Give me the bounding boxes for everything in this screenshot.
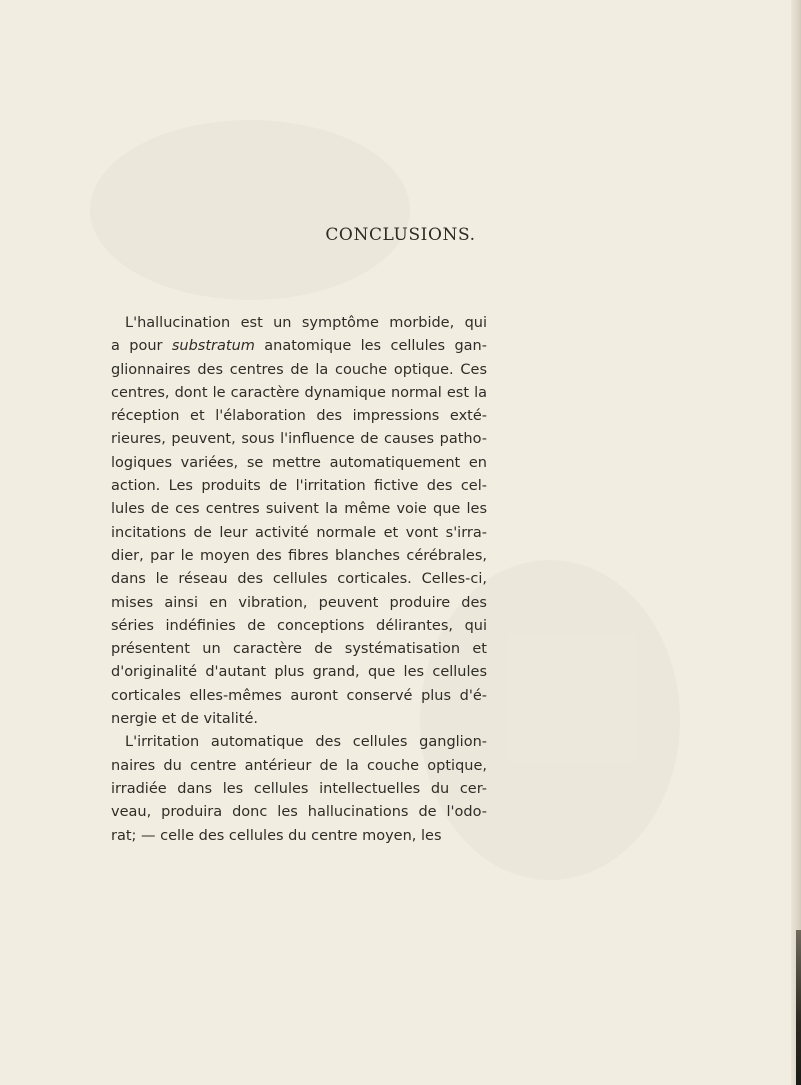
text-run: anatomique les cellules gan-	[254, 338, 487, 355]
text-line	[111, 661, 487, 684]
text-run: corticales elles-mêmes auront conservé plus d'é-	[111, 687, 487, 704]
text-line	[111, 638, 487, 661]
text-run: rat; — celle des cellules du centre moyen, les	[111, 827, 442, 844]
text-run: rieures, peuvent, sous l'influence de causes patho-	[111, 431, 487, 448]
text-line	[111, 335, 487, 358]
text-run: logiques variées, se mettre automatiquement en	[111, 454, 487, 471]
text-run: d'originalité d'autant plus grand, que les cellules	[111, 664, 487, 681]
text-line	[111, 825, 487, 848]
text-line	[111, 428, 487, 451]
text-run: glionnaires des centres de la couche optique. Ces	[111, 361, 487, 378]
text-line	[111, 522, 487, 545]
text-line	[111, 405, 487, 428]
text-line	[111, 708, 487, 731]
page-edge	[791, 0, 801, 1085]
text-line	[111, 592, 487, 615]
text-run: réception et l'élaboration des impressions exté-	[111, 408, 487, 425]
text-line	[111, 475, 487, 498]
paragraph	[111, 312, 487, 731]
text-run: irradiée dans les cellules intellectuelles du cer-	[111, 780, 487, 797]
page-title: CONCLUSIONS.	[325, 225, 476, 245]
text-line	[111, 382, 487, 405]
text-run: dier, par le moyen des fibres blanches cérébrales,	[111, 547, 487, 564]
page-edge-shadow	[796, 930, 801, 1085]
text-run: action. Les produits de l'irritation fictive des cel-	[111, 478, 487, 495]
body-text	[111, 312, 487, 848]
text-line	[111, 731, 487, 754]
italic-term: substratum	[171, 338, 255, 355]
text-line	[111, 498, 487, 521]
text-line	[111, 568, 487, 591]
text-run: lules de ces centres suivent la même voie que les	[111, 501, 487, 518]
paper-stain	[90, 120, 410, 300]
text-run: L'hallucination est un symptôme morbide, qui	[125, 315, 487, 331]
text-run: centres, dont le caractère dynamique normal est la	[111, 384, 487, 401]
text-run: L'irritation automatique des cellules ganglion-	[125, 734, 487, 751]
text-line	[111, 755, 487, 778]
text-line	[111, 801, 487, 824]
text-line	[111, 685, 487, 708]
text-run: mises ainsi en vibration, peuvent produire des	[111, 594, 487, 611]
text-line	[111, 615, 487, 638]
text-line	[111, 545, 487, 568]
text-line	[111, 778, 487, 801]
paragraph	[111, 731, 487, 847]
text-line	[111, 452, 487, 475]
text-run: veau, produira donc les hallucinations de l'odo-	[111, 804, 487, 821]
text-line	[111, 312, 487, 335]
text-line	[111, 359, 487, 382]
text-run: incitations de leur activité normale et vont s'irra-	[111, 524, 487, 541]
text-run: naires du centre antérieur de la couche optique,	[111, 757, 487, 774]
text-run: dans le réseau des cellules corticales. Celles-ci,	[111, 571, 487, 588]
text-run: nergie et de vitalité.	[111, 711, 258, 728]
text-run: a pour	[111, 338, 172, 355]
text-run: présentent un caractère de systématisation et	[111, 641, 487, 658]
text-run: séries indéfinies de conceptions délirantes, qui	[111, 617, 487, 634]
